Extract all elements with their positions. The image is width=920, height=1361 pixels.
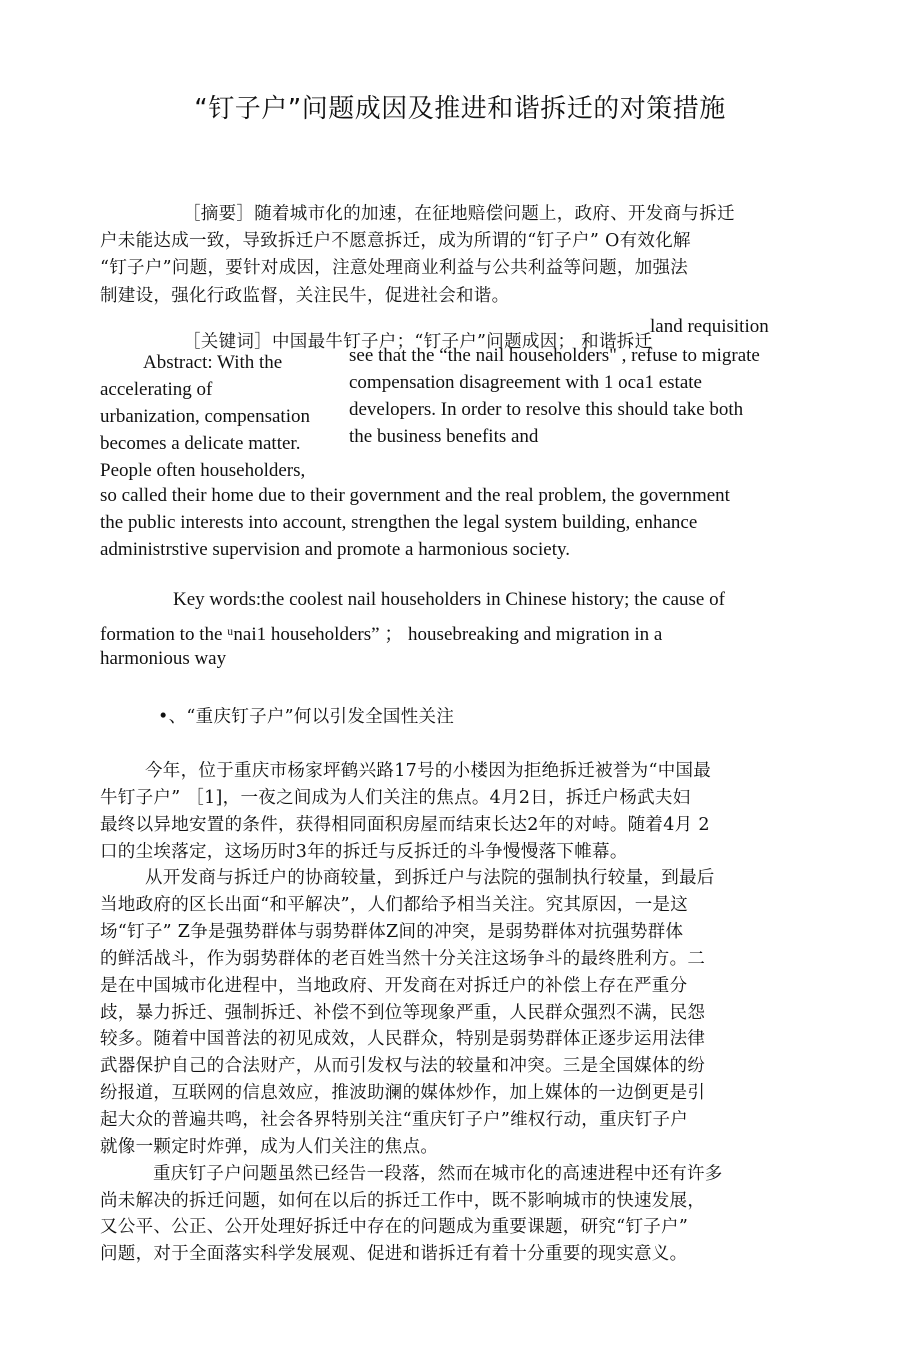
- body-line: 场“钉子” Z争是强势群体与弱势群体Z间的冲突，是弱势群体对抗强势群体: [100, 922, 684, 942]
- keywords-en-line: formation to the ᵘnai1 householders” ； housebreaking and migration in a: [100, 624, 663, 645]
- abstract-en-right-line: the business benefits and: [349, 426, 539, 447]
- abstract-en-left-line: Abstract: With the: [143, 352, 283, 373]
- keywords-en-line: Key words:the coolest nail householders in Chinese history; the cause of: [173, 589, 725, 610]
- section-heading: •、“重庆钉子户”何以引发全国性关注: [158, 707, 455, 727]
- abstract-en-right-line: see that the “the nail householders" , refuse to migrate: [349, 345, 760, 366]
- body-line: 是在中国城市化进程中，当地政府、开发商在对拆迁户的补偿上存在严重分: [100, 976, 688, 996]
- body-line: 最终以异地安置的条件，获得相同面积房屋而结束长达2年的对峙。随着4月 2: [100, 815, 710, 835]
- abstract-cn-line: ［摘要］随着城市化的加速，在征地赔偿问题上，政府、开发商与拆迁: [183, 204, 735, 224]
- keywords-cn: ［关键词］中国最牛钉子户；“钉子户”问题成因； 和谐拆迁: [183, 332, 653, 352]
- body-line: 歧，暴力拆迁、强制拆迁、补偿不到位等现象严重，人民群众强烈不满，民怨: [100, 1003, 706, 1023]
- body-line: 纷报道，互联网的信息效应，推波助澜的媒体炒作，加上媒体的一边倒更是引: [100, 1083, 706, 1103]
- body-line: 今年，位于重庆市杨家坪鹤兴路17号的小楼因为拒绝拆迁被誉为“中国最: [145, 761, 712, 781]
- abstract-cn-line: 制建设，强化行政监督，关注民牛，促进社会和谐。: [100, 286, 510, 306]
- abstract-en-line: the public interests into account, strengthen the legal system building, enhance: [100, 512, 698, 533]
- abstract-en-left-line: urbanization, compensation: [100, 406, 310, 427]
- abstract-en-left-line: People often householders,: [100, 460, 306, 481]
- body-line: 牛钉子户” ［1]，一夜之间成为人们关注的焦点。4月2日，拆迁户杨武夫妇: [100, 788, 691, 808]
- body-line: 重庆钉子户问题虽然已经告一段落，然而在城市化的高速进程中还有许多: [153, 1164, 723, 1184]
- abstract-en-right-line: compensation disagreement with 1 oca1 estate: [349, 372, 702, 393]
- abstract-en-overlap: land requisition: [650, 316, 769, 337]
- body-line: 就像一颗定时炸弹，成为人们关注的焦点。: [100, 1137, 439, 1157]
- body-line: 起大众的普遍共鸣，社会各界特别关注“重庆钉子户”维权行动，重庆钉子户: [100, 1110, 689, 1130]
- page-title: “钉子户”问题成因及推进和谐拆迁的对策措施: [194, 94, 726, 124]
- body-line: 武器保护自己的合法财产，从而引发权与法的较量和冲突。三是全国媒体的纷: [100, 1056, 706, 1076]
- body-line: 问题，对于全面落实科学发展观、促进和谐拆迁有着十分重要的现实意义。: [100, 1244, 688, 1264]
- abstract-en-right-line: developers. In order to resolve this should take both: [349, 399, 744, 420]
- body-line: 当地政府的区长出面“和平解决”，人们都给予相当关注。究其原因，一是这: [100, 895, 689, 915]
- body-line: 较多。随着中国普法的初见成效，人民群众，特别是弱势群体正逐步运用法律: [100, 1029, 706, 1049]
- abstract-cn-line: “钉子户”问题，要针对成因，注意处理商业利益与公共利益等问题，加强法: [100, 258, 689, 278]
- abstract-en-right-column: [349, 342, 760, 450]
- keywords-en-line: harmonious way: [100, 648, 227, 669]
- abstract-cn-line: 户未能达成一致，导致拆迁户不愿意拆迁，成为所谓的“钉子户” O有效化解: [100, 231, 691, 251]
- abstract-en-line: so called their home due to their government and the real problem, the government: [100, 485, 730, 506]
- body-line: 尚未解决的拆迁问题，如何在以后的拆迁工作中，既不影响城市的快速发展，: [100, 1191, 706, 1211]
- abstract-en-line: administrstive supervision and promote a harmonious society.: [100, 539, 570, 560]
- body-line: 的鲜活战斗，作为弱势群体的老百姓当然十分关注这场争斗的最终胜利方。二: [100, 949, 706, 969]
- body-line: 从开发商与拆迁户的协商较量，到拆迁户与法院的强制执行较量，到最后: [145, 868, 715, 888]
- abstract-en-left-line: accelerating of: [100, 379, 213, 400]
- body-line: 又公平、公正、公开处理好拆迁中存在的问题成为重要课题，研究“钉子户”: [100, 1217, 689, 1237]
- body-line: 口的尘埃落定，这场历时3年的拆迁与反拆迁的斗争慢慢落下帷幕。: [100, 842, 628, 862]
- abstract-en-left-line: becomes a delicate matter.: [100, 433, 301, 454]
- abstract-en-left-column: [100, 349, 340, 484]
